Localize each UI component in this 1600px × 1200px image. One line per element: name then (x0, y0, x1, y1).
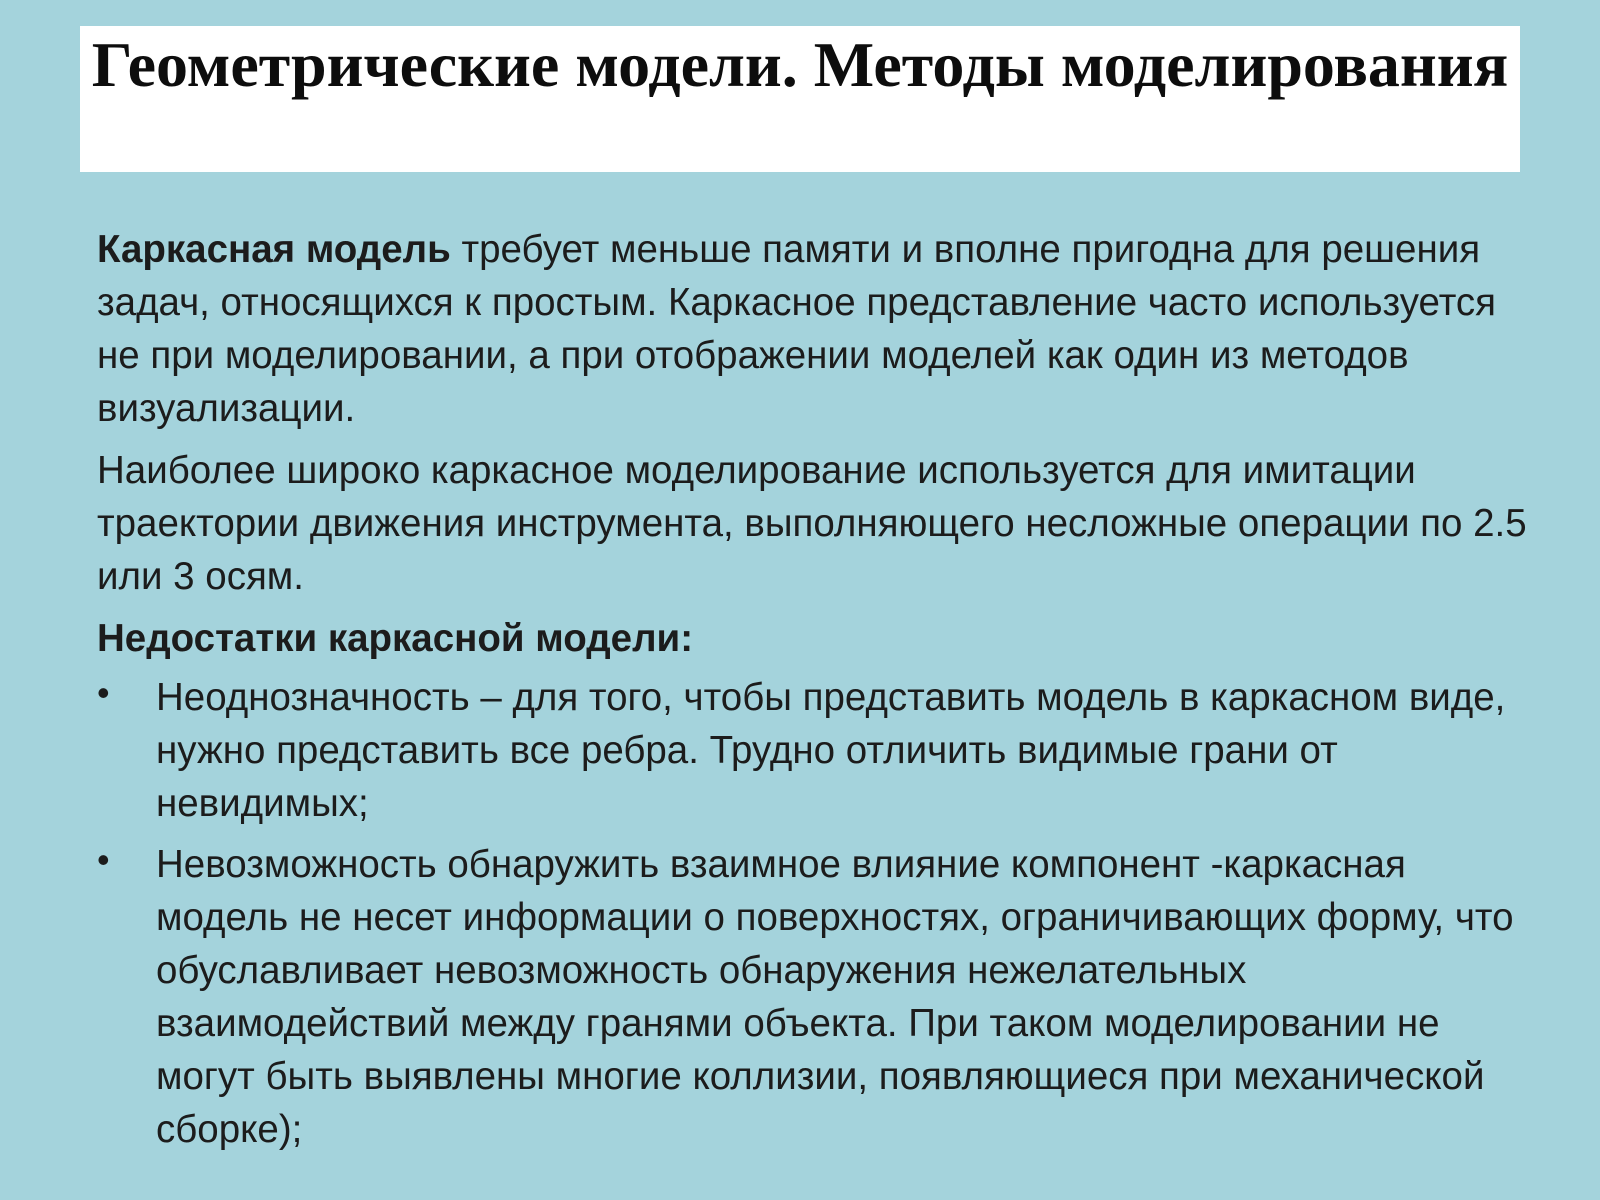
bullet-ambiguity (97, 671, 1527, 830)
bullet-text: Неоднозначность – для того, чтобы представить модель в каркасном виде, нужно представить все ребра. Трудно отличить видимые грани от невидимых; (156, 676, 1506, 825)
slide-title: Геометрические модели. Методы моделирования (91, 29, 1509, 100)
paragraph-usage: Наиболее широко каркасное моделирование используется для имитации траектории движения инструмента, выполняющего несложные операции по 2.5 или 3 осям. (97, 449, 1527, 598)
paragraph-wireframe-model-text: требует меньше памяти и вполне пригодна для решения задач, относящихся к простым. Каркасное представление часто используется не при моделировании, а при отображении моделей как один из методов визуализации. (97, 228, 1496, 430)
paragraph-wireframe-model (97, 223, 1527, 435)
bullet-no-interaction-detection (97, 838, 1527, 1156)
term-wireframe-model: Каркасная модель (97, 228, 451, 271)
drawbacks-heading: Недостатки каркасной модели: (97, 617, 694, 660)
bullet-marker: • (97, 839, 110, 880)
bullet-marker: • (97, 672, 110, 713)
slide-body (97, 223, 1527, 1164)
bullet-text: Невозможность обнаружить взаимное влияние компонент -каркасная модель не несет информации о поверхностях, ограничивающих форму, что обуславливает невозможность обнаружения нежелательных взаимодействий между гранями объекта. При таком моделировании не могут быть выявлены многие коллизии, появляющиеся при механической сборке); (156, 843, 1514, 1151)
